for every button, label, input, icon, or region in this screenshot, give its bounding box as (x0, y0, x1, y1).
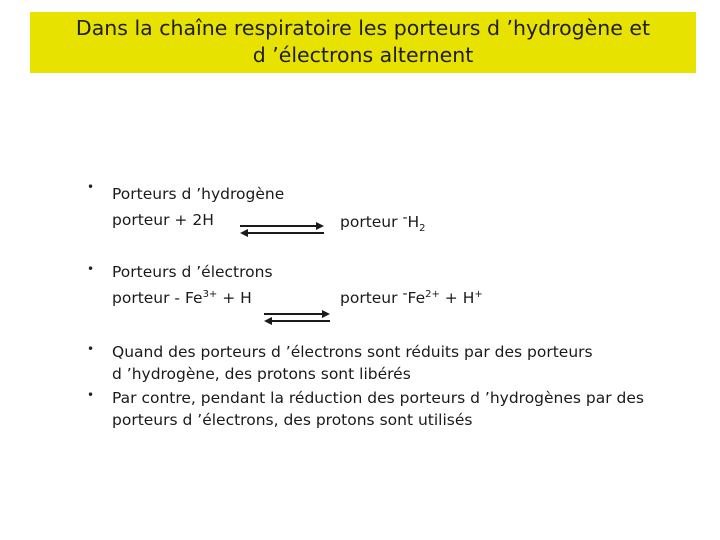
hydrogen-reaction-left: porteur + 2H (112, 211, 214, 229)
electron-right-superscript-2: + (474, 289, 483, 300)
electron-right-mid: + H (439, 289, 475, 307)
electron-left-tail: + H (217, 289, 252, 307)
electron-right-text: porteur (340, 289, 403, 307)
bullet-marker: • (87, 180, 95, 194)
bullet-marker: • (87, 342, 95, 356)
slide-title-line-1: Dans la chaîne respiratoire les porteurs d ’hydrogène et (75, 16, 651, 40)
bullet-marker: • (87, 388, 95, 402)
electron-left-superscript: 3+ (202, 289, 218, 300)
electron-carriers-heading: Porteurs d ’électrons (112, 263, 273, 281)
note-protons-used-line-1: Par contre, pendant la réduction des porteurs d ’hydrogènes par des (112, 389, 644, 407)
electron-left-text: porteur - Fe (112, 289, 203, 307)
hydrogen-right-subscript: 2 (419, 223, 426, 234)
slide-title-line-2: d ’électrons alternent (252, 43, 474, 67)
hydrogen-right-minus: - (402, 210, 408, 226)
hydrogen-right-h: H (407, 213, 420, 231)
electron-reaction-left (112, 288, 252, 308)
slide-title-banner (30, 12, 696, 73)
hydrogen-carriers-heading: Porteurs d ’hydrogène (112, 185, 285, 203)
electron-right-minus: - (402, 286, 408, 302)
hydrogen-reaction-right (340, 212, 426, 232)
electron-right-superscript-1: 2+ (425, 289, 440, 300)
note-protons-released-line-1: Quand des porteurs d ’électrons sont réduits par des porteurs (112, 343, 593, 361)
hydrogen-right-text: porteur (340, 213, 403, 231)
bullet-marker: • (87, 262, 95, 276)
note-protons-used-line-2: porteurs d ’électrons, des protons sont utilisés (112, 411, 473, 429)
note-protons-released-line-2: d ’hydrogène, des protons sont libérés (112, 365, 411, 383)
electron-reaction-right (340, 288, 483, 308)
equilibrium-arrows-icon (238, 220, 326, 240)
equilibrium-arrows-icon (262, 308, 332, 328)
electron-right-fe: Fe (407, 289, 426, 307)
